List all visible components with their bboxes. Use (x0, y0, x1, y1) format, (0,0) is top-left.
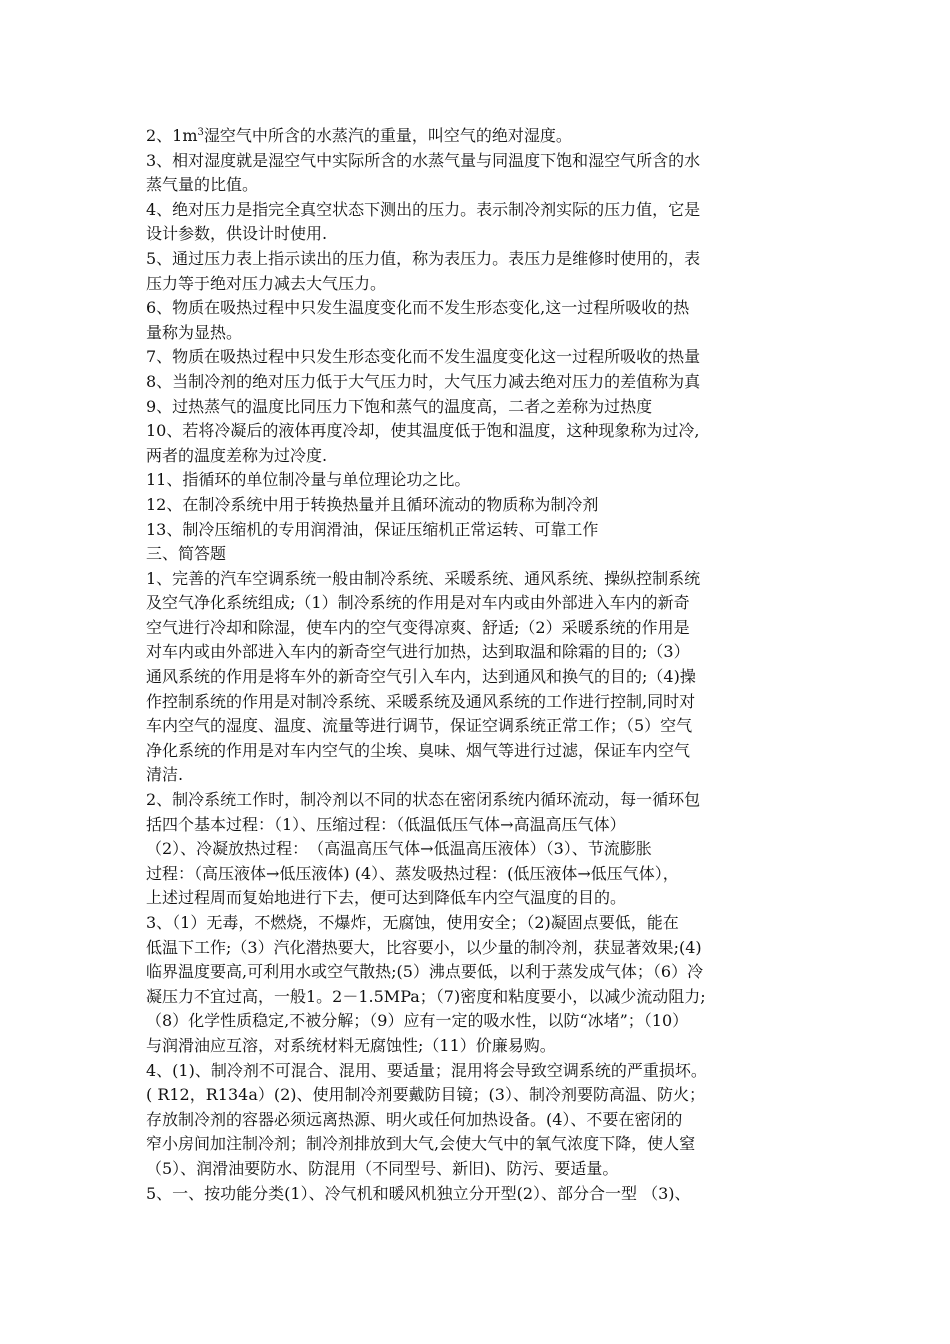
text-line: 13、制冷压缩机的专用润滑油，保证压缩机正常运转、可靠工作 (146, 519, 599, 539)
text-line: 4、绝对压力是指完全真空状态下测出的压力。表示制冷剂实际的压力值，它是 (146, 199, 701, 219)
text-line: 2、制冷系统工作时，制冷剂以不同的状态在密闭系统内循环流动，每一循环包 (146, 790, 701, 810)
text-line: 3、（1）无毒，不燃烧，不爆炸，无腐蚀，使用安全；（2)凝固点要低，能在 (146, 913, 679, 932)
text-line: 净化系统的作用是对车内空气的尘埃、臭味、烟气等进行过滤，保证车内空气 (146, 740, 691, 760)
document-body (146, 124, 810, 1206)
text-line: 及空气净化系统组成;（1）制冷系统的作用是对车内或由外部进入车内的新奇 (146, 593, 690, 613)
text-line: 窄小房间加注制冷剂；制冷剂排放到大气,会使大气中的氧气浓度下降，使人窒 (146, 1134, 696, 1154)
text-line: 6、物质在吸热过程中只发生温度变化而不发生形态变化,这一过程所吸收的热 (146, 298, 690, 318)
text-line: 量称为显热。 (146, 322, 243, 342)
text-line: 临界温度要高,可利用水或空气散热;(5）沸点要低，以利于蒸发成气体；（6）冷 (146, 962, 704, 982)
text-line: 12、在制冷系统中用于转换热量并且循环流动的物质称为制冷剂 (146, 494, 599, 514)
text-line: 过程：（高压液体→低压液体) (4）、蒸发吸热过程：(低压液体→低压气体）， (146, 863, 679, 883)
text-line: 两者的温度差称为过冷度. (146, 445, 328, 465)
text-line: 5、通过压力表上指示读出的压力值，称为表压力。表压力是维修时使用的，表 (146, 248, 701, 268)
text-line: 凝压力不宜过高，一般1。2－1.5MPa；（7)密度和粘度要小，以减少流动阻力; (146, 986, 706, 1006)
text-line: 蒸气量的比值。 (146, 175, 259, 195)
text-line: 8、当制冷剂的绝对压力低于大气压力时，大气压力减去绝对压力的差值称为真 (146, 371, 701, 391)
text-line: 括四个基本过程：（1）、压缩过程：（低温低压气体→高温高压气体） (146, 814, 626, 834)
text-line: 与润滑油应互溶，对系统材料无腐蚀性;（11）价廉易购。 (146, 1035, 556, 1055)
text-line: 车内空气的湿度、温度、流量等进行调节，保证空调系统正常工作；（5）空气 (146, 716, 693, 736)
item2-after: 湿空气中所含的水蒸汽的重量，叫空气的绝对湿度。 (203, 126, 572, 145)
text-line: 10、若将冷凝后的液体再度冷却，使其温度低于饱和温度，这种现象称为过冷, (146, 421, 700, 441)
text-line: （5）、润滑油要防水、防混用（不同型号、新旧)、防污、要适量。 (146, 1158, 619, 1178)
text-line: 空气进行冷却和除湿，使车内的空气变得凉爽、舒适;（2）采暖系统的作用是 (146, 617, 690, 637)
text-line: 4、(1)、制冷剂不可混合、混用、要适量；混用将会导致空调系统的严重损坏。 (146, 1060, 707, 1080)
text-line: 5、一、按功能分类(1）、冷气机和暖风机独立分开型(2）、部分合一型 （3)、 (146, 1183, 691, 1203)
text-line: 9、过热蒸气的温度比同压力下饱和蒸气的温度高，二者之差称为过热度 (146, 396, 653, 416)
text-line: 压力等于绝对压力减去大气压力。 (146, 273, 387, 293)
text-line: 7、物质在吸热过程中只发生形态变化而不发生温度变化这一过程所吸收的热量 (146, 347, 701, 367)
text-line: ( R12，R134a）(2)、使用制冷剂要戴防目镜；(3）、制冷剂要防高温、防火； (146, 1085, 705, 1105)
text-line: 上述过程周而复始地进行下去，便可达到降低车内空气温度的目的。 (146, 888, 627, 908)
text-line: 设计参数，供设计时使用. (146, 224, 328, 244)
text-line: 清洁. (146, 765, 184, 785)
section-heading: 三、简答题 (146, 544, 227, 564)
text-line-item-2 (146, 124, 810, 149)
text-line: 3、相对湿度就是湿空气中实际所含的水蒸气量与同温度下饱和湿空气所含的水 (146, 150, 701, 170)
item2-before: 2、1m (146, 126, 198, 145)
superscript: 3 (197, 127, 204, 138)
text-line: 11、指循环的单位制冷量与单位理论功之比。 (146, 470, 471, 490)
text-line: 存放制冷剂的容器必须远离热源、明火或任何加热设备。(4）、不要在密闭的 (146, 1109, 683, 1129)
text-line: 低温下工作;（3）汽化潜热要大，比容要小，以少量的制冷剂，获显著效果;(4) (146, 937, 702, 957)
text-line: （8）化学性质稳定,不被分解；（9）应有一定的吸水性，以防“冰堵”；（10） (146, 1011, 689, 1031)
text-line: 对车内或由外部进入车内的新奇空气进行加热，达到取温和除霜的目的;（3） (146, 642, 690, 662)
text-line: 通风系统的作用是将车外的新奇空气引入车内，达到通风和换气的目的;（4)操 (146, 667, 696, 687)
text-line: 作控制系统的作用是对制冷系统、采暖系统及通风系统的工作进行控制,同时对 (146, 691, 696, 711)
text-line: （2）、冷凝放热过程： （高温高压气体→低温高压液体）（3）、节流膨胀 (146, 839, 652, 859)
text-line: 1、完善的汽车空调系统一般由制冷系统、采暖系统、通风系统、操纵控制系统 (146, 568, 701, 588)
